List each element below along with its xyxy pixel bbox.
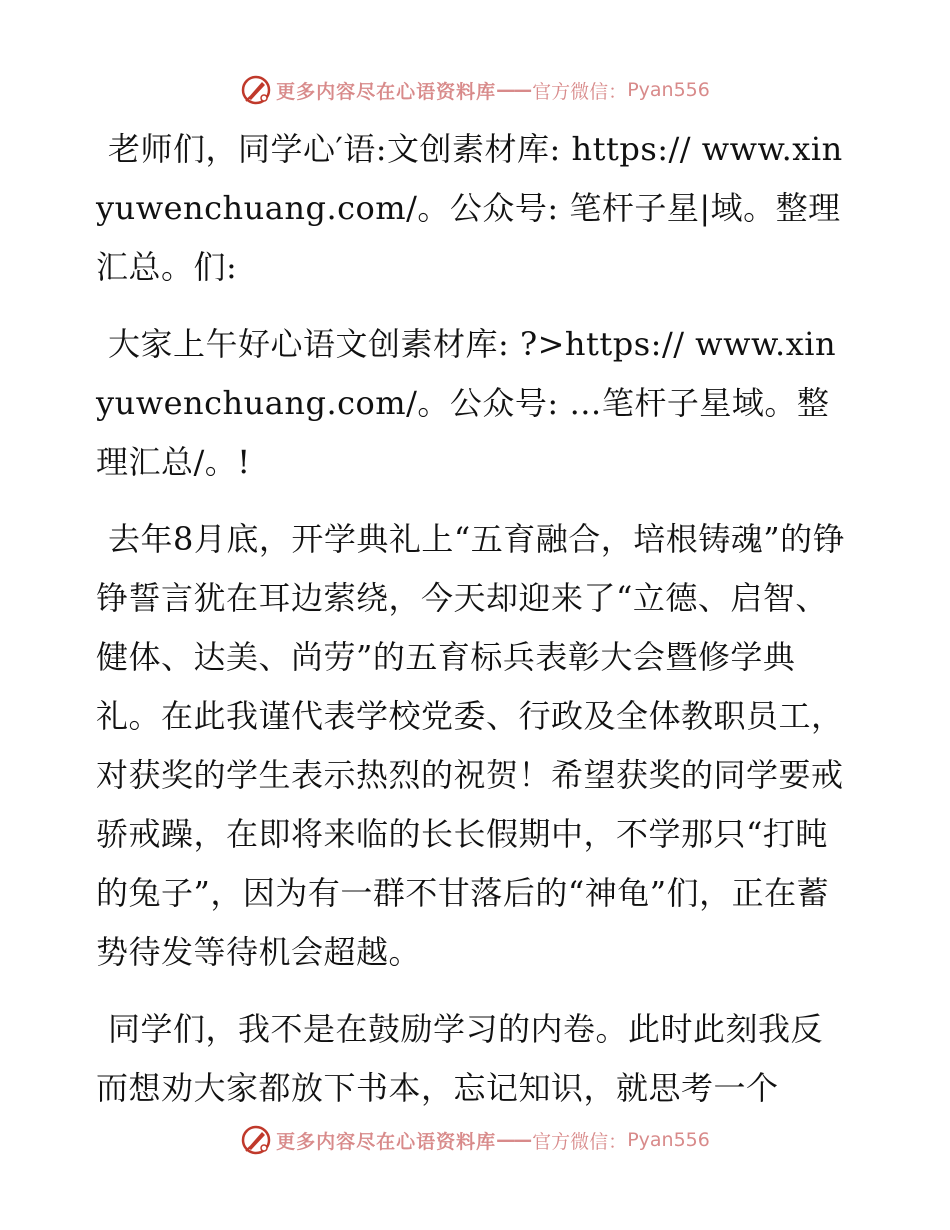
header-wechat-id: Pyan556 [627, 79, 710, 101]
document-body [96, 120, 851, 1136]
paragraph-reflection: 同学们，我不是在鼓励学习的内卷。此时此刻我反而想劝大家都放下书本，忘记知识，就思考一个 [96, 1010, 824, 1107]
footer-wechat-id: Pyan556 [627, 1129, 710, 1151]
paragraph-greeting: 老师们，同学心′语:文创素材库: https:// www.xinyuwenchuang.com/。公众号: 笔杆子星|域。整理汇总。们: [96, 130, 843, 286]
footer-wechat-label: 官方微信： [532, 1130, 628, 1153]
quill-pen-logo-icon [240, 1124, 272, 1156]
header-site-text: 更多内容尽在心语资料库 [276, 80, 497, 103]
header-banner[interactable] [0, 70, 950, 110]
footer-site-text: 更多内容尽在心语资料库 [276, 1130, 497, 1153]
header-wechat-label: 官方微信： [532, 80, 628, 103]
quill-pen-logo-icon [240, 74, 272, 106]
paragraph-good-morning: 大家上午好心语文创素材库: ?>https:// www.xinyuwenchuang.com/。公众号: …笔杆子星域。整理汇总/。! [96, 325, 837, 481]
footer-banner[interactable] [0, 1120, 950, 1160]
header-dash: —— [496, 79, 531, 101]
footer-dash: —— [496, 1129, 531, 1151]
paragraph-ceremony: 去年8月底，开学典礼上“五育融合，培根铸魂”的铮铮誓言犹在耳边萦绕，今天却迎来了“立德、启智、健体、达美、尚劳”的五育标兵表彰大会暨修学典礼。在此我谨代表学校党委、行政及全体教职员工，对获奖的学生表示热烈的祝贺！希望获奖的同学要戒骄戒躁，在即将来临的长长假期中，不学那只“打盹的兔子”，因为有一群不甘落后的“神龟”们，正在蓄势待发等待机会超越。 [96, 520, 846, 971]
